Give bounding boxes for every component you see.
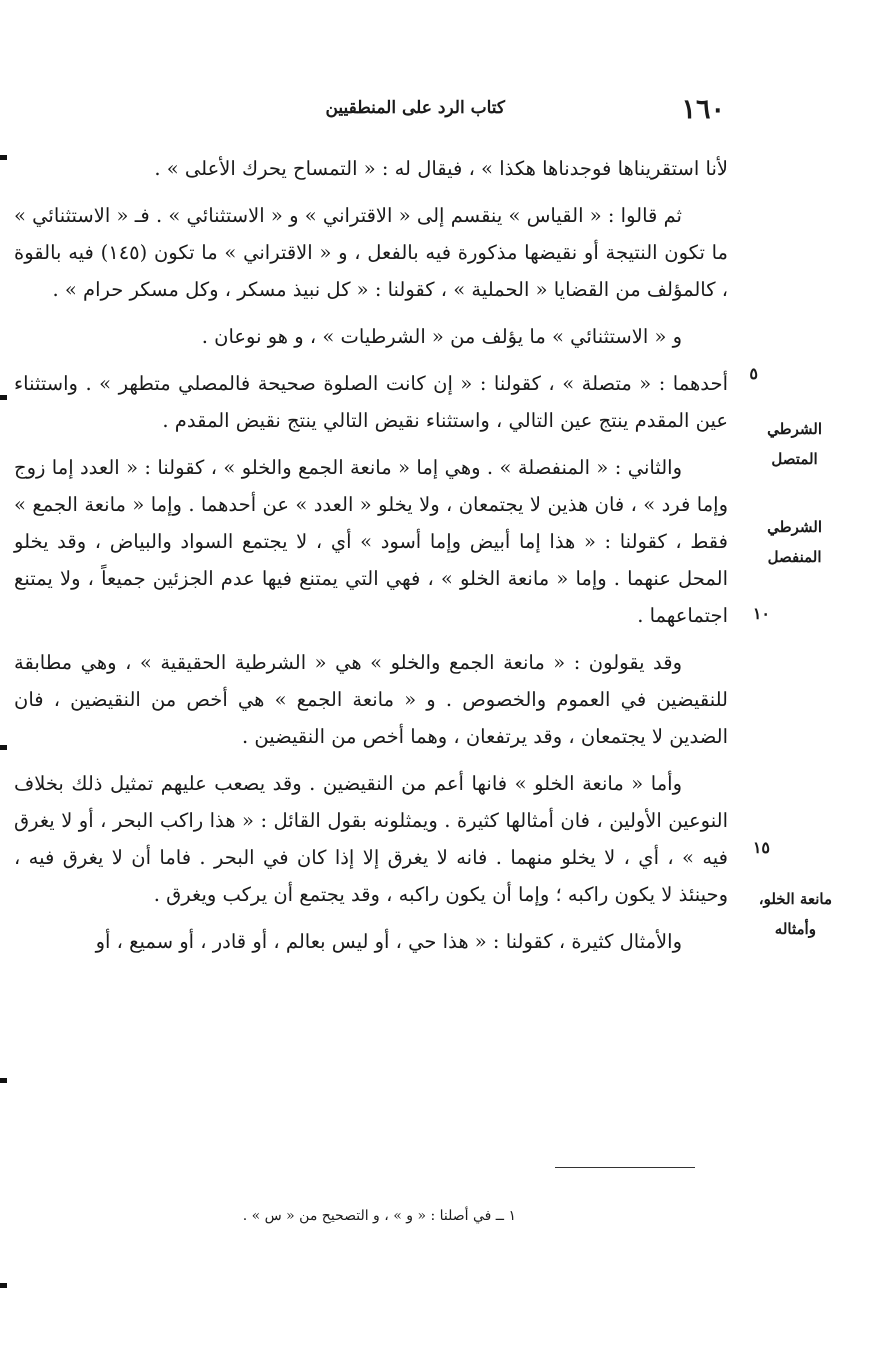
side-heading-mana-al-khuluw [759, 884, 832, 944]
paragraph: ثم قالوا : « القياس » ينقسم إلى « الاقتراني » و « الاستثنائي » . فـ « الاستثنائي » ما تكون النتيجة أو نقيضها مذكورة فيه بالفعل ، و « الاقتراني » ما تكون (١٤٥) فيه بالقوة ، كالمؤلف من القضايا « الحملية » ، كقولنا : « كل نبيذ مسكر ، وكل مسكر حرام » . [14, 204, 729, 301]
main-text [14, 150, 728, 960]
side-heading-line: الشرطي [767, 420, 822, 438]
side-heading-connected [767, 414, 822, 474]
paragraph: وأما « مانعة الخلو » فانها أعم من النقيضين . وقد يصعب عليهم تمثيل ذلك بخلاف النوعين الأولين ، فان أمثالها كثيرة . ويمثلونه بقول القائل : « هذا راكب البحر ، أو لا يغرق فيه » ، أي ، لا يخلو منهما . فانه لا يغرق إلا إذا كان في البحر . فاما أن لا يغرق فيه ، وحينئذ لا يكون راكبه ؛ وإما أن يكون راكبه ، وقد يجتمع أن يركب ويغرق . [14, 772, 728, 906]
page-number: ١٦٠ [681, 94, 725, 125]
edge-mark [0, 155, 7, 160]
side-heading-line: المتصل [771, 450, 818, 468]
margin-notes [738, 0, 838, 1346]
side-heading-line: وأمثاله [774, 920, 816, 938]
side-heading-line: الشرطي [767, 518, 822, 536]
edge-mark [0, 1078, 7, 1083]
paragraph: والأمثال كثيرة ، كقولنا : « هذا حي ، أو ليس بعالم ، أو قادر ، أو سميع ، أو [95, 930, 682, 953]
paragraph: أحدهما : « متصلة » ، كقولنا : « إن كانت الصلوة صحيحة فالمصلي متطهر » . واستثناء عين المقدم ينتج عين التالي ، واستثناء نقيض التالي ينتج نقيض المقدم . [14, 372, 728, 432]
edge-mark [0, 1283, 7, 1288]
paragraph: وقد يقولون : « مانعة الجمع والخلو » هي « الشرطية الحقيقية » ، وهي مطابقة للنقيضين في العموم والخصوص . و « مانعة الجمع » هي أخص من النقيضين ، فان الضدين لا يجتمعان ، وقد يرتفعان ، وهما أخص من النقيضين . [14, 651, 728, 748]
line-number-10: ١٠ [752, 604, 770, 623]
paragraph: لأنا استقريناها فوجدناها هكذا » ، فيقال له : « التمساح يحرك الأعلى » . [154, 157, 728, 180]
footnote-divider [555, 1167, 695, 1168]
running-title: كتاب الرد على المنطقيين [325, 98, 505, 118]
page-header [270, 94, 725, 126]
footnote: ١ ــ في أصلنا : « و » ، و التصحيح من « س » . [242, 1208, 516, 1224]
edge-mark [0, 395, 7, 400]
paragraph: و « الاستثنائي » ما يؤلف من « الشرطيات » ، و هو نوعان . [201, 325, 682, 348]
side-heading-line: المنفصل [767, 548, 822, 566]
side-heading-disjunctive [767, 512, 822, 572]
paragraph: والثاني : « المنفصلة » . وهي إما « مانعة الجمع والخلو » ، كقولنا : « العدد إما زوج وإما فرد » ، فان هذين لا يجتمعان ، ولا يخلو « العدد » عن أحدهما . وإما « مانعة الجمع » فقط ، كقولنا : « هذا إما أبيض وإما أسود » أي ، لا يجتمع السواد والبياض ، وقد يخلو المحل عنهما . وإما « مانعة الخلو » ، فهي التي يمتنع فيها عدم الجزئين جميعاً ، ولا يمتنع اجتماعهما . [14, 456, 728, 627]
line-number-5: ٥ [749, 364, 758, 383]
edge-mark [0, 745, 7, 750]
line-number-15: ١٥ [752, 838, 770, 857]
side-heading-line: مانعة الخلو، [758, 890, 832, 908]
